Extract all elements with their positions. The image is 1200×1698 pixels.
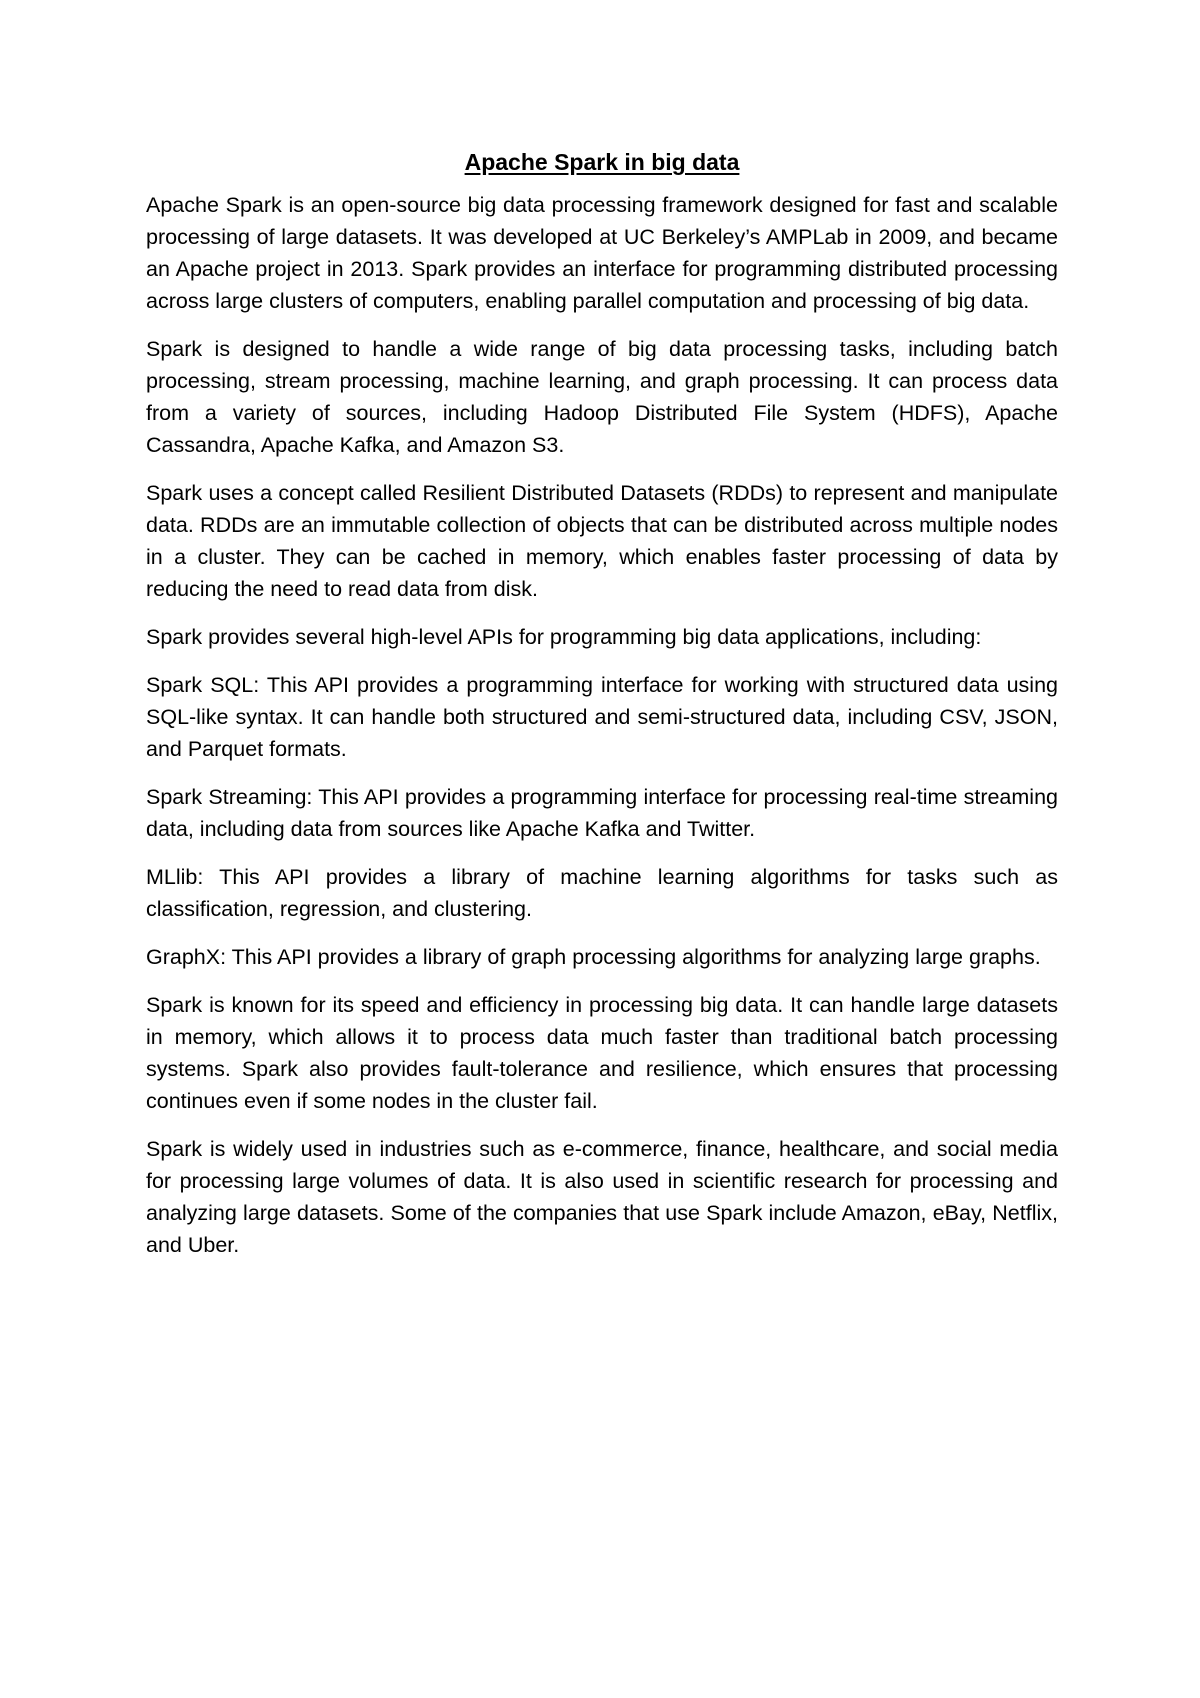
paragraph-spark-sql: Spark SQL: This API provides a programming interface for working with structured data using SQL-like syntax. It can handle both structured and semi-structured data, including CSV, JSON, and Parquet formats. [146, 673, 1058, 761]
paragraph-performance: Spark is known for its speed and efficiency in processing big data. It can handle large datasets in memory, which allows it to process data much faster than traditional batch processing systems. Spark also provides fault-tolerance and resilience, which ensures that processing continues even if some nodes in the cluster fail. [146, 993, 1058, 1113]
paragraph-mllib: MLlib: This API provides a library of machine learning algorithms for tasks such as classification, regression, and clustering. [146, 865, 1058, 921]
paragraph-industries: Spark is widely used in industries such as e-commerce, finance, healthcare, and social media for processing large volumes of data. It is also used in scientific research for processing and analyzing large datasets. Some of the companies that use Spark include Amazon, eBay, Netflix, and Uber. [146, 1137, 1058, 1257]
paragraph-graphx: GraphX: This API provides a library of graph processing algorithms for analyzing large graphs. [146, 945, 1041, 969]
document-page [146, 146, 1058, 1277]
paragraph-spark-streaming: Spark Streaming: This API provides a programming interface for processing real-time streaming data, including data from sources like Apache Kafka and Twitter. [146, 785, 1058, 841]
document-title: Apache Spark in big data [464, 149, 740, 175]
paragraph-apis-intro: Spark provides several high-level APIs for programming big data applications, including: [146, 625, 982, 649]
paragraph-intro: Apache Spark is an open-source big data processing framework designed for fast and scalable processing of large datasets. It was developed at UC Berkeley’s AMPLab in 2009, and became an Apache project in 2013. Spark provides an interface for programming distributed processing across large clusters of computers, enabling parallel computation and processing of big data. [146, 193, 1058, 313]
paragraph-rdds: Spark uses a concept called Resilient Distributed Datasets (RDDs) to represent and manipulate data. RDDs are an immutable collection of objects that can be distributed across multiple nodes in a cluster. They can be cached in memory, which enables faster processing of data by reducing the need to read data from disk. [146, 481, 1058, 601]
paragraph-tasks: Spark is designed to handle a wide range of big data processing tasks, including batch processing, stream processing, machine learning, and graph processing. It can process data from a variety of sources, including Hadoop Distributed File System (HDFS), Apache Cassandra, Apache Kafka, and Amazon S3. [146, 337, 1058, 457]
